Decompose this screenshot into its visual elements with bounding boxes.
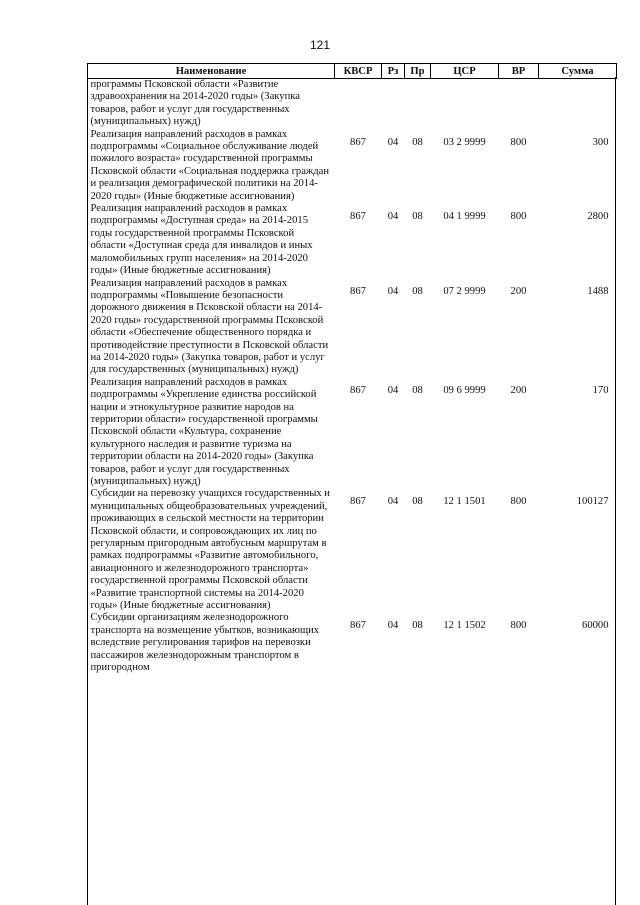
row-csr: 03 2 9999: [443, 136, 486, 148]
row-sum: 170: [592, 384, 609, 396]
row-name: Реализация направлений расходов в рамках подпрограммы «Повышение безопасности дорожного движения в Псковской области на 2014-2020 годы» государственной программы Псковской области «Обеспечение общественного порядка и противодействие преступности в Псковской области на 2014-2020 годы» (Закупка товаров, работ и услуг для государственных (муниципальных) нужд): [90, 277, 329, 376]
row-rz: 04: [387, 384, 399, 396]
table-row: [88, 129, 617, 203]
row-kvsr: [335, 79, 382, 129]
row-rz: 04: [387, 136, 399, 148]
row-csr: 09 6 9999: [443, 384, 486, 396]
row-csr: 12 1 1501: [443, 496, 486, 508]
row-name: Реализация направлений расходов в рамках подпрограммы «Доступная среда» на 2014-2015 годы государственной программы Псковской области «Доступная среда для инвалидов и иных маломобильных групп населения» на 2014-2020 годы» (Иные бюджетные ассигнования): [90, 203, 313, 277]
row-sum: 300: [592, 136, 609, 148]
row-sum: 60000: [582, 620, 609, 632]
row-csr: 12 1 1502: [443, 620, 486, 632]
row-pr: 08: [412, 384, 423, 396]
row-sum: 2800: [587, 211, 609, 223]
page-number: 121: [309, 38, 331, 52]
header-name: Наименование: [88, 64, 335, 79]
row-name: программы Псковской области «Развитие здравоохранения на 2014-2020 годы» (Закупка товаров, работ и услуг для государственных (муниципальных) нужд): [90, 79, 300, 128]
row-sum: 1488: [587, 285, 609, 297]
row-pr: 08: [412, 285, 423, 297]
table-row: [88, 278, 617, 377]
row-sum: 100127: [576, 496, 609, 508]
row-vr: 800: [510, 496, 527, 508]
row-name: Субсидии на перевозку учащихся государственных и муниципальных общеобразовательных учреждений, проживающих в сельской местности на территории Псковской области, и сопровождающих их лиц по регулярным пригородным автобусным маршрутам в рамках подпрограммы «Развитие автомобильного, авиационного и железнодорожного транспорта» государственной программы Псковской области «Развитие транспортной системы на 2014-2020 годы» (Иные бюджетные ассигнования): [90, 488, 330, 612]
row-rz: 04: [387, 620, 399, 632]
table-row: [88, 377, 617, 489]
row-pr: 08: [412, 620, 423, 632]
header-sum: Сумма: [539, 64, 617, 79]
header-vr: ВР: [499, 64, 539, 79]
row-vr: [499, 79, 539, 129]
row-pr: [405, 79, 431, 129]
row-rz: [382, 79, 405, 129]
row-rz: 04: [387, 496, 399, 508]
row-vr: 800: [510, 211, 527, 223]
row-sum: [539, 79, 617, 129]
header-rz: Рз: [382, 64, 405, 79]
table-header-row: [88, 64, 617, 79]
row-rz: 04: [387, 211, 399, 223]
row-vr: 800: [510, 620, 527, 632]
row-csr: [431, 79, 499, 129]
row-pr: 08: [412, 496, 423, 508]
row-kvsr: 867: [350, 285, 366, 297]
row-kvsr: 867: [350, 136, 366, 148]
row-kvsr: 867: [350, 496, 366, 508]
row-vr: 200: [510, 285, 527, 297]
row-name: Реализация направлений расходов в рамках подпрограммы «Укрепление единства российской нации и этнокультурное развитие народов на территории области» государственной программы Псковской области «Культура, сохранение культурного наследия и развитие туризма на территории области на 2014-2020 годы» (Закупка товаров, работ и услуг для государственных (муниципальных) нужд): [90, 376, 318, 487]
table-row: [88, 203, 617, 277]
table-row: [88, 79, 617, 129]
header-csr: ЦСР: [431, 64, 499, 79]
row-kvsr: 867: [350, 620, 366, 632]
table-row: [88, 488, 617, 612]
table-row: [88, 612, 617, 674]
row-vr: 200: [510, 384, 527, 396]
row-kvsr: 867: [350, 384, 366, 396]
row-kvsr: 867: [350, 211, 366, 223]
row-name: Реализация направлений расходов в рамках подпрограммы «Социальное обслуживание людей пожилого возраста» государственной программы Псковской области «Социальная поддержка граждан и реализация демографической политики на 2014-2020 годы» (Иные бюджетные ассигнования): [90, 128, 330, 202]
row-csr: 04 1 9999: [443, 211, 486, 223]
header-pr: Пр: [405, 64, 431, 79]
row-vr: 800: [510, 136, 527, 148]
row-csr: 07 2 9999: [443, 285, 486, 297]
row-pr: 08: [412, 211, 423, 223]
budget-table: [87, 63, 617, 675]
header-kvsr: КВСР: [335, 64, 382, 79]
row-rz: 04: [387, 285, 399, 297]
row-name: Субсидии организациям железнодорожного транспорта на возмещение убытков, возникающих вследствие регулирования тарифов на перевозки пассажиров железнодорожным транспортом в пригородном: [90, 612, 320, 674]
row-pr: 08: [412, 136, 423, 148]
